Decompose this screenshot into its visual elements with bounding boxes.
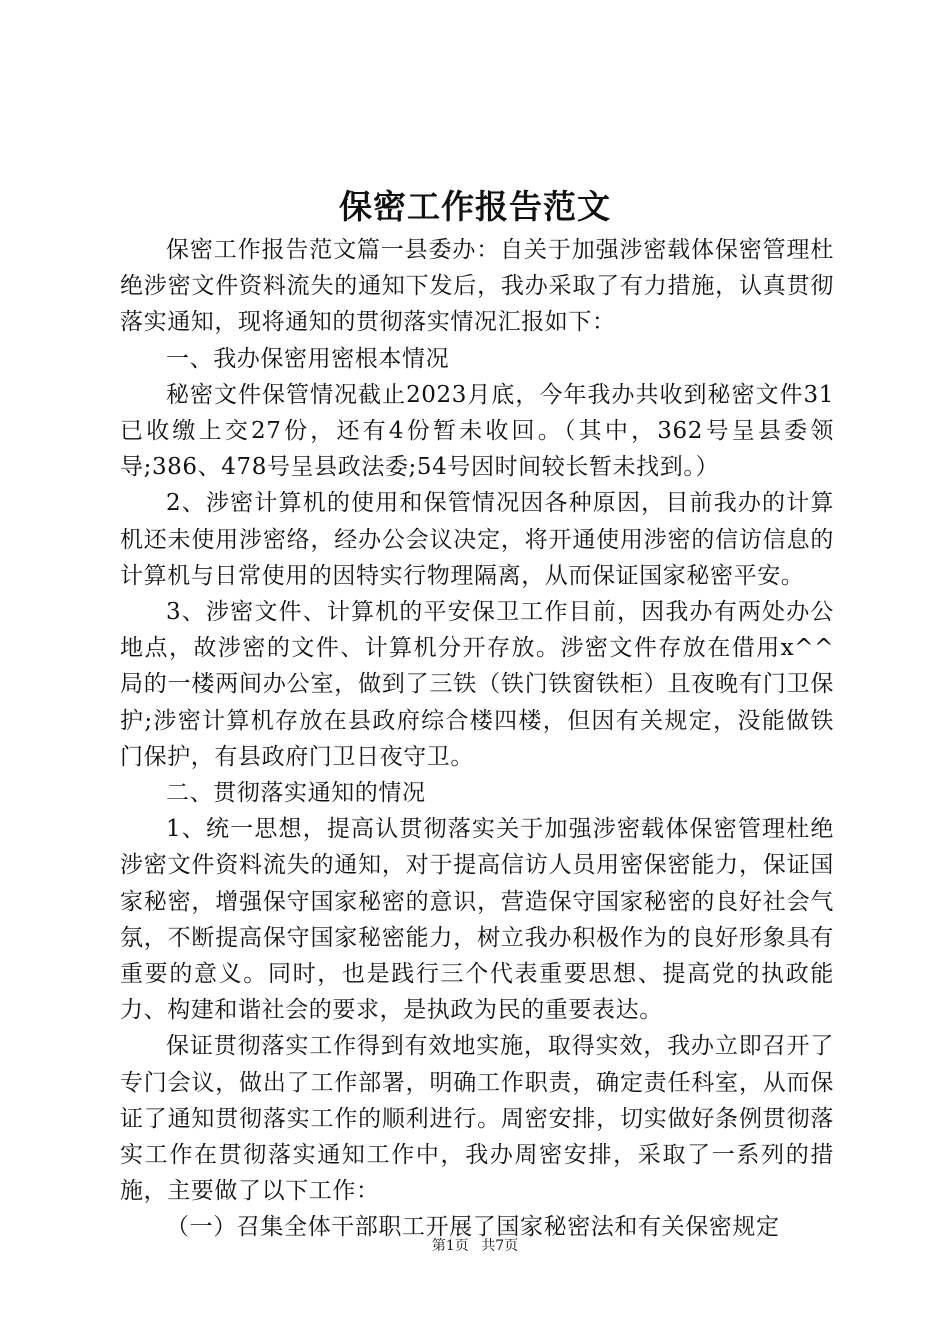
paragraph-security: 3、涉密文件、计算机的平安保卫工作目前，因我办有两处办公地点，故涉密的文件、计算机分开存放。涉密文件存放在借用x^^局的一楼两间办公室，做到了三铁（铁门铁窗铁柜）且夜晚有门卫保护;涉密计算机存放在县政府综合楼四楼，但因有关规定，没能做铁门保护，有县政府门卫日夜守卫。 xyxy=(120,599,834,770)
document-body xyxy=(120,232,834,1246)
document-title: 保密工作报告范文 xyxy=(339,187,611,226)
paragraph-intro: 保密工作报告范文篇一县委办：自关于加强涉密载体保密管理杜绝涉密文件资料流失的通知下发后，我办采取了有力措施，认真贯彻落实通知，现将通知的贯彻落实情况汇报如下： xyxy=(120,237,834,336)
paragraph-unify-thinking: 1、统一思想，提高认贯彻落实关于加强涉密载体保密管理杜绝涉密文件资料流失的通知，对于提高信访人员用密保密能力，保证国家秘密，增强保守国家秘密的意识，营造保守国家秘密的良好社会气氛，不断提高保守国家秘密能力，树立我办积极作为的良好形象具有重要的意义。同时，也是践行三个代表重要思想、提高党的执政能力、构建和谐社会的要求，是执政为民的重要表达。 xyxy=(120,816,834,1024)
paragraph-item-1: （一）召集全体干部职工开展了国家秘密法和有关保密规定 xyxy=(166,1214,780,1241)
heading-section-2: 二、贯彻落实通知的情况 xyxy=(166,780,426,807)
paragraph-secret-files: 秘密文件保管情况截止2023月底，今年我办共收到秘密文件31已收缴上交27份，还有4份暂未收回。（其中，362号呈县委领导;386、478号呈县政法委;54号因时间较长暂未找到。） xyxy=(120,381,834,481)
page-number: 第1页 xyxy=(431,1238,469,1254)
heading-section-1: 一、我办保密用密根本情况 xyxy=(166,345,450,372)
paragraph-implementation: 保证贯彻落实工作得到有效地实施，取得实效，我办立即召开了专门会议，做出了工作部署，明确工作职责，确定责任科室，从而保证了通知贯彻落实工作的顺利进行。周密安排，切实做好条例贯彻落实工作在贯彻落实通知工作中，我办周密安排，采取了一系列的措施，主要做了以下工作： xyxy=(120,1033,834,1205)
paragraph-computers: 2、涉密计算机的使用和保管情况因各种原因，目前我办的计算机还未使用涉密络，经办公会议决定，将开通使用涉密的信访信息的计算机与日常使用的因特实行物理隔离，从而保证国家秘密平安。 xyxy=(120,490,834,589)
page-footer xyxy=(0,1237,950,1255)
page-total: 共7页 xyxy=(481,1238,519,1254)
